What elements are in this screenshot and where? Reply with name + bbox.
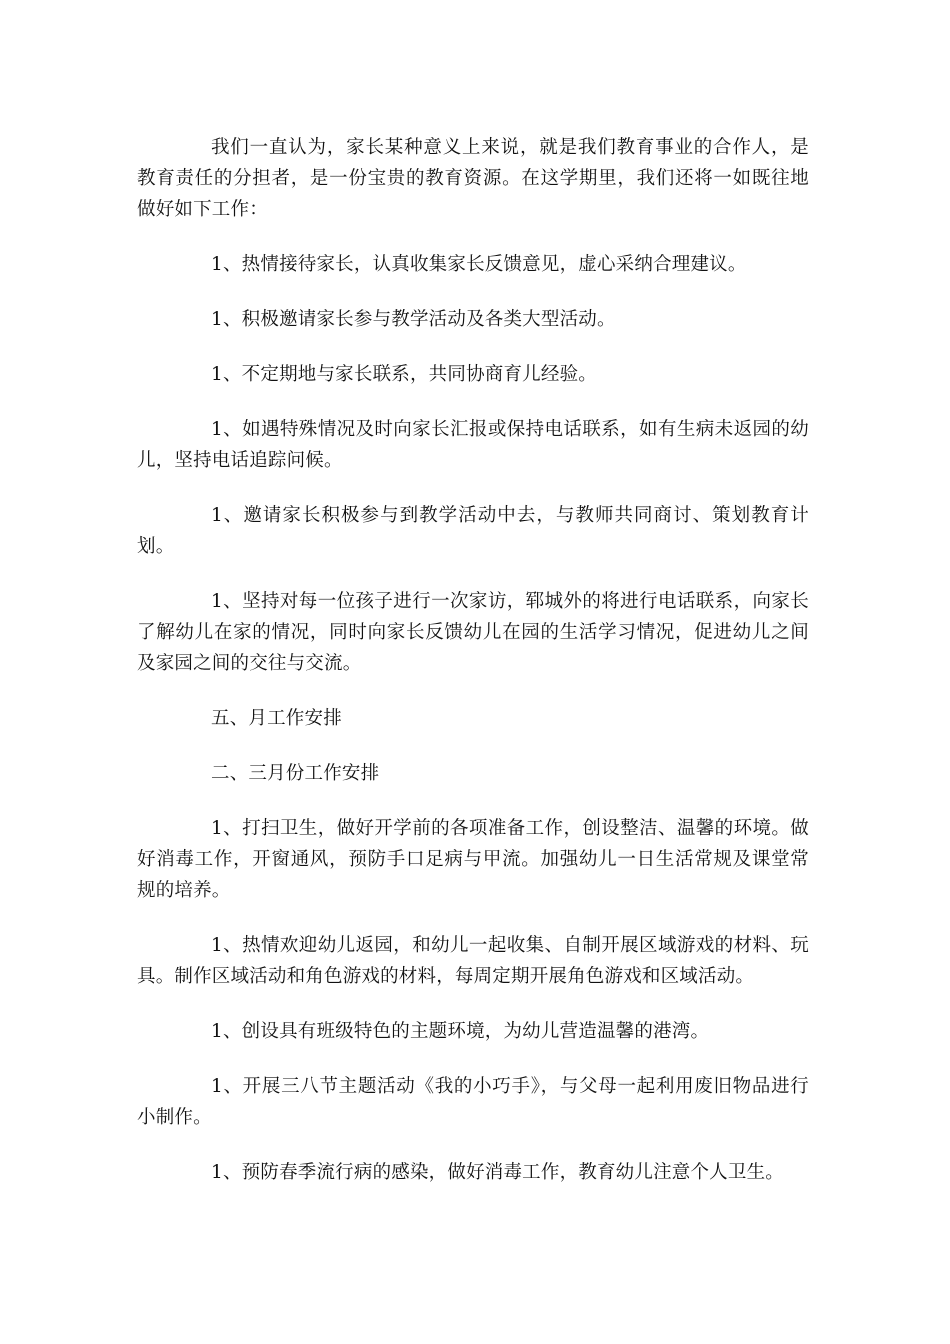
- document-page: [137, 132, 809, 1212]
- list-item: 1、创设具有班级特色的主题环境，为幼儿营造温馨的港湾。: [211, 1021, 710, 1042]
- list-item: 1、坚持对每一位孩子进行一次家访，郓城外的将进行电话联系，向家长了解幼儿在家的情况，同时向家长反馈幼儿在园的生活学习情况，促进幼儿之间及家园之间的交往与交流。: [137, 591, 809, 674]
- list-item: 1、预防春季流行病的感染，做好消毒工作，教育幼儿注意个人卫生。: [211, 1162, 784, 1183]
- intro-paragraph: 我们一直认为，家长某种意义上来说，就是我们教育事业的合作人，是教育责任的分担者，是一份宝贵的教育资源。在这学期里，我们还将一如既往地做好如下工作：: [137, 137, 809, 220]
- list-item: 1、不定期地与家长联系，共同协商育儿经验。: [211, 364, 597, 385]
- list-item: 1、邀请家长积极参与到教学活动中去，与教师共同商讨、策划教育计划。: [137, 505, 809, 557]
- list-item: 1、打扫卫生，做好开学前的各项准备工作，创设整洁、温馨的环境。做好消毒工作，开窗通风，预防手口足病与甲流。加强幼儿一日生活常规及课堂常规的培养。: [137, 818, 809, 901]
- list-item: 1、热情欢迎幼儿返园，和幼儿一起收集、自制开展区域游戏的材料、玩具。制作区域活动和角色游戏的材料，每周定期开展角色游戏和区域活动。: [137, 935, 809, 987]
- list-item: 1、积极邀请家长参与教学活动及各类大型活动。: [211, 309, 616, 330]
- section-heading: 五、月工作安排: [211, 708, 342, 729]
- list-item: 1、开展三八节主题活动《我的小巧手》，与父母一起利用废旧物品进行小制作。: [137, 1076, 809, 1128]
- subsection-heading: 二、三月份工作安排: [211, 763, 380, 784]
- list-item: 1、热情接待家长，认真收集家长反馈意见，虚心采纳合理建议。: [211, 254, 747, 275]
- list-item: 1、如遇特殊情况及时向家长汇报或保持电话联系，如有生病未返园的幼儿，坚持电话追踪问候。: [137, 419, 809, 471]
